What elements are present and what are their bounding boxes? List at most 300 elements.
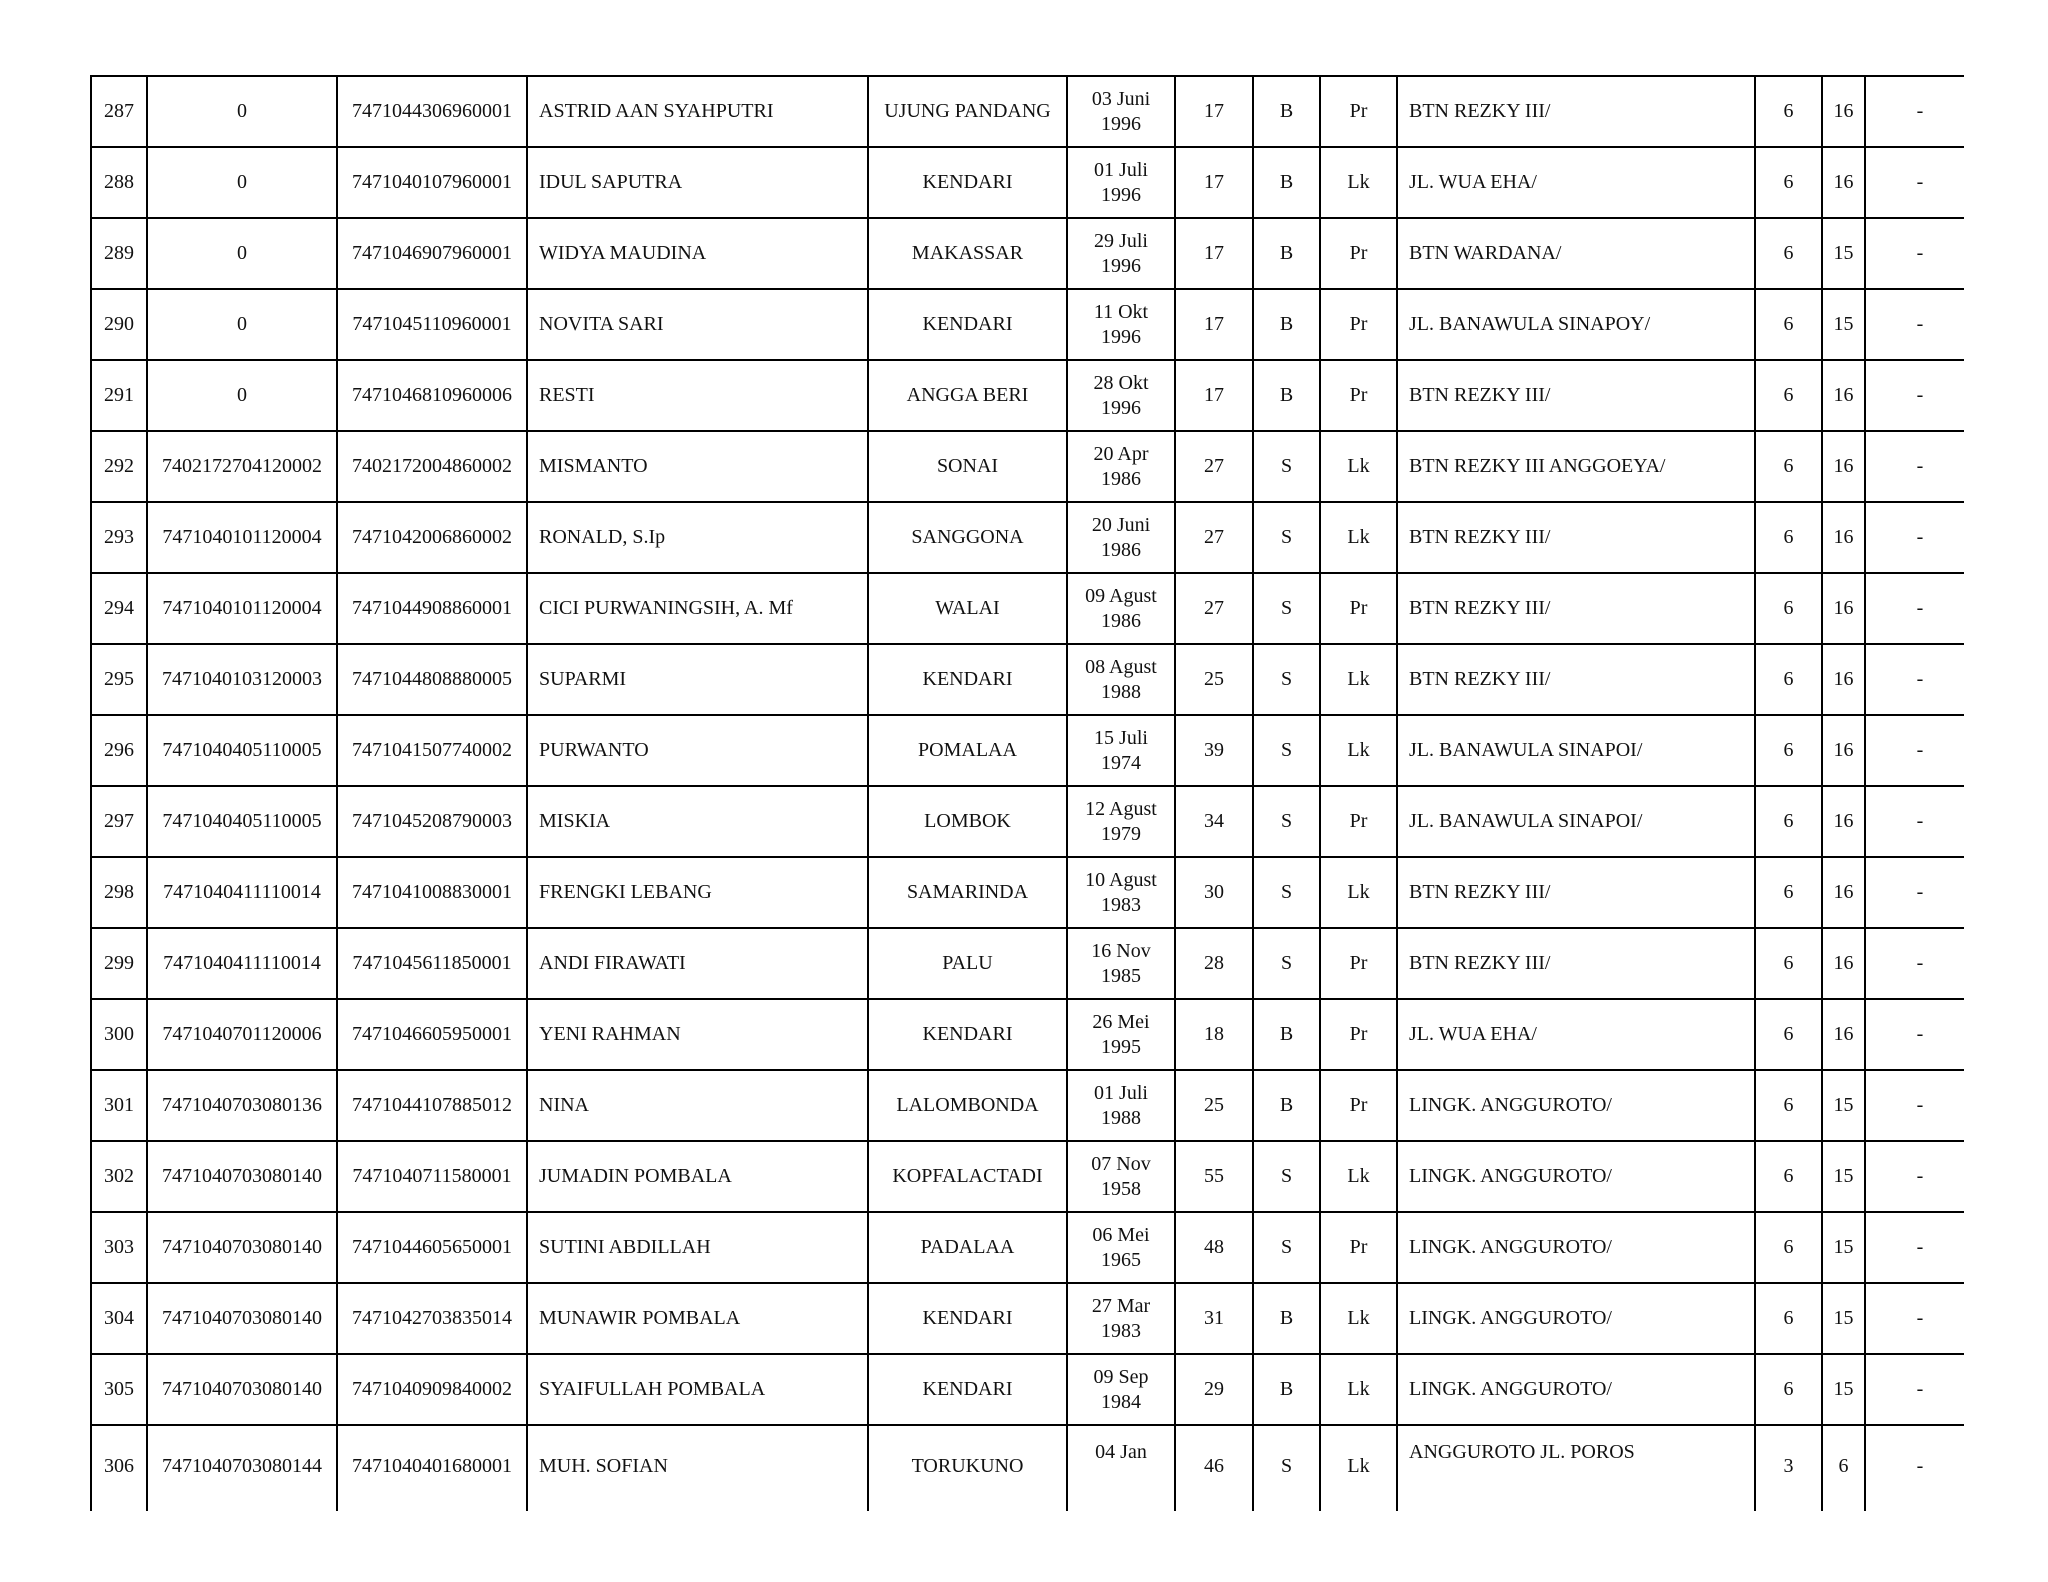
address-cell: JL. BANAWULA SINAPOY/ [1397, 289, 1755, 360]
rt-cell: 6 [1755, 218, 1822, 289]
family-card-number-cell: 7471040701120006 [147, 999, 337, 1070]
birthplace-cell: WALAI [868, 573, 1067, 644]
family-card-number-cell: 0 [147, 147, 337, 218]
name-cell: NINA [527, 1070, 868, 1141]
rt-cell: 6 [1755, 360, 1822, 431]
marital-status-cell: S [1253, 573, 1320, 644]
family-card-number-cell: 7471040411110014 [147, 857, 337, 928]
age-cell: 27 [1175, 431, 1253, 502]
address-cell: JL. WUA EHA/ [1397, 999, 1755, 1070]
gender-cell: Lk [1320, 147, 1397, 218]
birthplace-cell: ANGGA BERI [868, 360, 1067, 431]
rw-cell: 6 [1822, 1425, 1865, 1511]
marital-status-cell: B [1253, 1070, 1320, 1141]
table-row [91, 147, 1964, 218]
birthdate-cell [1067, 431, 1175, 502]
family-card-number-cell: 7471040703080140 [147, 1212, 337, 1283]
age-cell: 34 [1175, 786, 1253, 857]
family-card-number-cell: 0 [147, 360, 337, 431]
age-cell: 17 [1175, 76, 1253, 147]
marital-status-cell: S [1253, 786, 1320, 857]
nik-cell: 7471046605950001 [337, 999, 527, 1070]
birthplace-cell: PALU [868, 928, 1067, 999]
rt-cell: 6 [1755, 644, 1822, 715]
age-cell: 46 [1175, 1425, 1253, 1511]
table-row [91, 431, 1964, 502]
age-cell: 28 [1175, 928, 1253, 999]
birthdate-cell [1067, 786, 1175, 857]
age-cell: 25 [1175, 644, 1253, 715]
row-number-cell: 300 [91, 999, 147, 1070]
name-cell: PURWANTO [527, 715, 868, 786]
nik-cell: 7471042703835014 [337, 1283, 527, 1354]
birthplace-cell: LOMBOK [868, 786, 1067, 857]
family-card-number-cell: 7471040703080140 [147, 1354, 337, 1425]
row-number-cell: 289 [91, 218, 147, 289]
rt-cell: 6 [1755, 1212, 1822, 1283]
birthdate-year: 1996 [1101, 254, 1141, 277]
name-cell: IDUL SAPUTRA [527, 147, 868, 218]
rw-cell: 16 [1822, 857, 1865, 928]
gender-cell: Lk [1320, 502, 1397, 573]
gender-cell: Pr [1320, 928, 1397, 999]
rw-cell: 16 [1822, 360, 1865, 431]
age-cell: 39 [1175, 715, 1253, 786]
birthdate-cell [1067, 857, 1175, 928]
nik-cell: 7471045110960001 [337, 289, 527, 360]
row-number-cell: 296 [91, 715, 147, 786]
birthdate-year: 1996 [1101, 396, 1141, 419]
table-row [91, 76, 1964, 147]
name-cell: YENI RAHMAN [527, 999, 868, 1070]
table-row [91, 360, 1964, 431]
table-row [91, 218, 1964, 289]
address-cell: LINGK. ANGGUROTO/ [1397, 1283, 1755, 1354]
rt-cell: 6 [1755, 502, 1822, 573]
rw-cell: 15 [1822, 1354, 1865, 1425]
remarks-cell: - [1865, 147, 1964, 218]
rt-cell: 6 [1755, 289, 1822, 360]
family-card-number-cell: 7471040103120003 [147, 644, 337, 715]
address-cell: BTN REZKY III/ [1397, 928, 1755, 999]
birthplace-cell: SAMARINDA [868, 857, 1067, 928]
name-cell: JUMADIN POMBALA [527, 1141, 868, 1212]
remarks-cell: - [1865, 999, 1964, 1070]
name-cell: CICI PURWANINGSIH, A. Mf [527, 573, 868, 644]
row-number-cell: 297 [91, 786, 147, 857]
name-cell: RESTI [527, 360, 868, 431]
nik-cell: 7471044306960001 [337, 76, 527, 147]
row-number-cell: 288 [91, 147, 147, 218]
name-cell: MISMANTO [527, 431, 868, 502]
remarks-cell: - [1865, 573, 1964, 644]
gender-cell: Lk [1320, 1354, 1397, 1425]
birthdate-year: 1988 [1101, 1106, 1141, 1129]
age-cell: 27 [1175, 502, 1253, 573]
row-number-cell: 298 [91, 857, 147, 928]
birthplace-cell: TORUKUNO [868, 1425, 1067, 1511]
nik-cell: 7471044107885012 [337, 1070, 527, 1141]
row-number-cell: 303 [91, 1212, 147, 1283]
table-row [91, 573, 1964, 644]
family-card-number-cell: 0 [147, 289, 337, 360]
birthdate-year: 1986 [1101, 467, 1141, 490]
remarks-cell: - [1865, 431, 1964, 502]
birthdate-day-month: 28 Okt [1093, 371, 1149, 394]
birthplace-cell: PADALAA [868, 1212, 1067, 1283]
remarks-cell: - [1865, 218, 1964, 289]
birthplace-cell: KOPFALACTADI [868, 1141, 1067, 1212]
birthdate-cell [1067, 1070, 1175, 1141]
row-number-cell: 299 [91, 928, 147, 999]
marital-status-cell: S [1253, 644, 1320, 715]
rw-cell: 16 [1822, 147, 1865, 218]
birthdate-year: 1988 [1101, 680, 1141, 703]
rw-cell: 16 [1822, 644, 1865, 715]
rw-cell: 16 [1822, 431, 1865, 502]
birthdate-cell [1067, 1141, 1175, 1212]
gender-cell: Lk [1320, 431, 1397, 502]
row-number-cell: 304 [91, 1283, 147, 1354]
birthplace-cell: SONAI [868, 431, 1067, 502]
family-card-number-cell: 7471040405110005 [147, 715, 337, 786]
name-cell: SYAIFULLAH POMBALA [527, 1354, 868, 1425]
name-cell: SUPARMI [527, 644, 868, 715]
marital-status-cell: S [1253, 928, 1320, 999]
row-number-cell: 305 [91, 1354, 147, 1425]
birthplace-cell: KENDARI [868, 289, 1067, 360]
birthdate-year: 1979 [1101, 822, 1141, 845]
birthdate-day-month: 06 Mei [1092, 1223, 1150, 1246]
birthplace-cell: KENDARI [868, 1283, 1067, 1354]
name-cell: MUNAWIR POMBALA [527, 1283, 868, 1354]
rw-cell: 16 [1822, 502, 1865, 573]
name-cell: ANDI FIRAWATI [527, 928, 868, 999]
age-cell: 17 [1175, 147, 1253, 218]
table-body [91, 76, 1964, 1511]
birthdate-year: 1996 [1101, 183, 1141, 206]
marital-status-cell: B [1253, 218, 1320, 289]
family-card-number-cell: 0 [147, 218, 337, 289]
birthdate-day-month: 29 Juli [1094, 229, 1148, 252]
age-cell: 25 [1175, 1070, 1253, 1141]
rw-cell: 16 [1822, 786, 1865, 857]
birthdate-year: 1965 [1101, 1248, 1141, 1271]
address-cell: LINGK. ANGGUROTO/ [1397, 1141, 1755, 1212]
birthdate-day-month: 09 Agust [1085, 584, 1157, 607]
nik-cell: 7471046810960006 [337, 360, 527, 431]
age-cell: 18 [1175, 999, 1253, 1070]
nik-cell: 7471041507740002 [337, 715, 527, 786]
table-row [91, 1212, 1964, 1283]
rt-cell: 6 [1755, 573, 1822, 644]
row-number-cell: 306 [91, 1425, 147, 1511]
family-card-number-cell: 7471040703080136 [147, 1070, 337, 1141]
birthdate-cell [1067, 360, 1175, 431]
marital-status-cell: S [1253, 1212, 1320, 1283]
age-cell: 29 [1175, 1354, 1253, 1425]
birthdate-cell [1067, 928, 1175, 999]
rw-cell: 16 [1822, 999, 1865, 1070]
remarks-cell: - [1865, 1141, 1964, 1212]
birthdate-day-month: 20 Apr [1093, 442, 1149, 465]
marital-status-cell: B [1253, 289, 1320, 360]
nik-cell: 7471040909840002 [337, 1354, 527, 1425]
table-row [91, 289, 1964, 360]
birthdate-year: 1983 [1101, 1319, 1141, 1342]
birthplace-cell: KENDARI [868, 644, 1067, 715]
marital-status-cell: S [1253, 715, 1320, 786]
rt-cell: 6 [1755, 715, 1822, 786]
nik-cell: 7471046907960001 [337, 218, 527, 289]
birthdate-year: 1958 [1101, 1177, 1141, 1200]
birthdate-day-month: 08 Agust [1085, 655, 1157, 678]
marital-status-cell: S [1253, 431, 1320, 502]
row-number-cell: 287 [91, 76, 147, 147]
name-cell: MISKIA [527, 786, 868, 857]
marital-status-cell: B [1253, 76, 1320, 147]
address-cell: JL. BANAWULA SINAPOI/ [1397, 715, 1755, 786]
birthdate-year: 1986 [1101, 609, 1141, 632]
address-cell: JL. WUA EHA/ [1397, 147, 1755, 218]
age-cell: 48 [1175, 1212, 1253, 1283]
name-cell: SUTINI ABDILLAH [527, 1212, 868, 1283]
table-row [91, 857, 1964, 928]
name-cell: FRENGKI LEBANG [527, 857, 868, 928]
age-cell: 31 [1175, 1283, 1253, 1354]
remarks-cell: - [1865, 786, 1964, 857]
nik-cell: 7471040107960001 [337, 147, 527, 218]
table-row [91, 1354, 1964, 1425]
birthdate-day-month: 09 Sep [1093, 1365, 1149, 1388]
marital-status-cell: S [1253, 1425, 1320, 1511]
rw-cell: 16 [1822, 715, 1865, 786]
nik-cell: 7402172004860002 [337, 431, 527, 502]
remarks-cell: - [1865, 360, 1964, 431]
marital-status-cell: B [1253, 147, 1320, 218]
age-cell: 55 [1175, 1141, 1253, 1212]
marital-status-cell: S [1253, 1141, 1320, 1212]
table-viewport [90, 75, 1964, 1511]
name-cell: ASTRID AAN SYAHPUTRI [527, 76, 868, 147]
birthdate-day-month: 11 Okt [1093, 300, 1149, 323]
address-cell: LINGK. ANGGUROTO/ [1397, 1212, 1755, 1283]
rw-cell: 15 [1822, 218, 1865, 289]
birthdate-cell [1067, 644, 1175, 715]
birthdate-cell [1067, 289, 1175, 360]
birthdate-day-month: 12 Agust [1085, 797, 1157, 820]
birthdate-cell [1067, 76, 1175, 147]
nik-cell: 7471040401680001 [337, 1425, 527, 1511]
birthdate-day-month: 20 Juni [1091, 513, 1151, 536]
birthdate-day-month: 07 Nov [1091, 1152, 1151, 1175]
table-row [91, 928, 1964, 999]
gender-cell: Pr [1320, 786, 1397, 857]
remarks-cell: - [1865, 1354, 1964, 1425]
family-card-number-cell: 7471040101120004 [147, 573, 337, 644]
rt-cell: 6 [1755, 431, 1822, 502]
gender-cell: Pr [1320, 999, 1397, 1070]
nik-cell: 7471045208790003 [337, 786, 527, 857]
rt-cell: 6 [1755, 786, 1822, 857]
birthdate-day-month: 27 Mar [1091, 1294, 1151, 1317]
gender-cell: Pr [1320, 1212, 1397, 1283]
rt-cell: 6 [1755, 147, 1822, 218]
address-cell: JL. BANAWULA SINAPOI/ [1397, 786, 1755, 857]
remarks-cell: - [1865, 502, 1964, 573]
rt-cell: 6 [1755, 857, 1822, 928]
family-card-number-cell: 7402172704120002 [147, 431, 337, 502]
family-card-number-cell: 7471040405110005 [147, 786, 337, 857]
birthdate-year: 1996 [1101, 112, 1141, 135]
birthplace-cell: UJUNG PANDANG [868, 76, 1067, 147]
birthdate-year: 1974 [1101, 751, 1141, 774]
birthdate-cell [1067, 218, 1175, 289]
remarks-cell: - [1865, 715, 1964, 786]
rt-cell: 3 [1755, 1425, 1822, 1511]
rt-cell: 6 [1755, 1141, 1822, 1212]
rw-cell: 15 [1822, 1212, 1865, 1283]
gender-cell: Lk [1320, 715, 1397, 786]
row-number-cell: 301 [91, 1070, 147, 1141]
marital-status-cell: B [1253, 999, 1320, 1070]
family-card-number-cell: 7471040703080140 [147, 1141, 337, 1212]
gender-cell: Pr [1320, 289, 1397, 360]
birthdate-cell [1067, 1212, 1175, 1283]
address-cell: BTN REZKY III/ [1397, 76, 1755, 147]
population-table [90, 75, 1964, 1511]
birthdate-year: 1985 [1101, 964, 1141, 987]
remarks-cell: - [1865, 928, 1964, 999]
birthplace-cell: LALOMBONDA [868, 1070, 1067, 1141]
nik-cell: 7471040711580001 [337, 1141, 527, 1212]
birthdate-year: 1986 [1101, 538, 1141, 561]
nik-cell: 7471044908860001 [337, 573, 527, 644]
rt-cell: 6 [1755, 928, 1822, 999]
family-card-number-cell: 0 [147, 76, 337, 147]
address-cell: LINGK. ANGGUROTO/ [1397, 1070, 1755, 1141]
table-row [91, 786, 1964, 857]
gender-cell: Lk [1320, 644, 1397, 715]
birthdate-cell [1067, 573, 1175, 644]
family-card-number-cell: 7471040703080140 [147, 1283, 337, 1354]
gender-cell: Pr [1320, 573, 1397, 644]
age-cell: 17 [1175, 360, 1253, 431]
row-number-cell: 295 [91, 644, 147, 715]
birthplace-cell: KENDARI [868, 147, 1067, 218]
birthplace-cell: KENDARI [868, 999, 1067, 1070]
rt-cell: 6 [1755, 1283, 1822, 1354]
remarks-cell: - [1865, 76, 1964, 147]
birthdate-day-month: 03 Juni [1091, 87, 1151, 110]
rw-cell: 15 [1822, 289, 1865, 360]
gender-cell: Lk [1320, 857, 1397, 928]
gender-cell: Pr [1320, 218, 1397, 289]
birthplace-cell: MAKASSAR [868, 218, 1067, 289]
birthdate-cell [1067, 1425, 1175, 1511]
birthplace-cell: KENDARI [868, 1354, 1067, 1425]
table-row [91, 644, 1964, 715]
nik-cell: 7471045611850001 [337, 928, 527, 999]
family-card-number-cell: 7471040101120004 [147, 502, 337, 573]
address-cell: BTN REZKY III/ [1397, 502, 1755, 573]
name-cell: NOVITA SARI [527, 289, 868, 360]
remarks-cell: - [1865, 1283, 1964, 1354]
birthdate-day-month: 10 Agust [1085, 868, 1157, 891]
marital-status-cell: B [1253, 1354, 1320, 1425]
birthdate-year: 1996 [1101, 325, 1141, 348]
rw-cell: 16 [1822, 928, 1865, 999]
gender-cell: Pr [1320, 76, 1397, 147]
marital-status-cell: B [1253, 1283, 1320, 1354]
table-row [91, 1141, 1964, 1212]
remarks-cell: - [1865, 644, 1964, 715]
birthdate-year: 1983 [1101, 893, 1141, 916]
marital-status-cell: S [1253, 857, 1320, 928]
name-cell: RONALD, S.Ip [527, 502, 868, 573]
birthdate-day-month: 15 Juli [1094, 726, 1148, 749]
birthplace-cell: POMALAA [868, 715, 1067, 786]
name-cell: WIDYA MAUDINA [527, 218, 868, 289]
row-number-cell: 302 [91, 1141, 147, 1212]
rt-cell: 6 [1755, 76, 1822, 147]
table-row [91, 1425, 1964, 1511]
birthdate-year: 1984 [1101, 1390, 1141, 1413]
remarks-cell: - [1865, 1212, 1964, 1283]
gender-cell: Lk [1320, 1283, 1397, 1354]
nik-cell: 7471042006860002 [337, 502, 527, 573]
table-row [91, 715, 1964, 786]
row-number-cell: 292 [91, 431, 147, 502]
birthdate-cell [1067, 1354, 1175, 1425]
table-row [91, 1070, 1964, 1141]
row-number-cell: 290 [91, 289, 147, 360]
birthdate-day-month: 01 Juli [1094, 158, 1148, 181]
gender-cell: Pr [1320, 360, 1397, 431]
birthdate-cell [1067, 147, 1175, 218]
address-cell: BTN REZKY III/ [1397, 573, 1755, 644]
rt-cell: 6 [1755, 1354, 1822, 1425]
nik-cell: 7471041008830001 [337, 857, 527, 928]
remarks-cell: - [1865, 1070, 1964, 1141]
birthdate-cell [1067, 715, 1175, 786]
table-row [91, 502, 1964, 573]
birthdate-day-month: 04 Jan [1095, 1441, 1147, 1463]
table-row [91, 999, 1964, 1070]
marital-status-cell: S [1253, 502, 1320, 573]
address-cell: LINGK. ANGGUROTO/ [1397, 1354, 1755, 1425]
address-cell: BTN WARDANA/ [1397, 218, 1755, 289]
rw-cell: 15 [1822, 1283, 1865, 1354]
address-cell: BTN REZKY III/ [1397, 857, 1755, 928]
rt-cell: 6 [1755, 999, 1822, 1070]
remarks-cell: - [1865, 1425, 1964, 1511]
gender-cell: Pr [1320, 1070, 1397, 1141]
rt-cell: 6 [1755, 1070, 1822, 1141]
birthdate-cell [1067, 502, 1175, 573]
rw-cell: 15 [1822, 1070, 1865, 1141]
address-cell: BTN REZKY III ANGGOEYA/ [1397, 431, 1755, 502]
address-cell: BTN REZKY III/ [1397, 360, 1755, 431]
remarks-cell: - [1865, 857, 1964, 928]
age-cell: 30 [1175, 857, 1253, 928]
nik-cell: 7471044808880005 [337, 644, 527, 715]
gender-cell: Lk [1320, 1425, 1397, 1511]
birthdate-day-month: 16 Nov [1091, 939, 1151, 962]
table-row [91, 1283, 1964, 1354]
birthdate-year: 1995 [1101, 1035, 1141, 1058]
address-cell: BTN REZKY III/ [1397, 644, 1755, 715]
